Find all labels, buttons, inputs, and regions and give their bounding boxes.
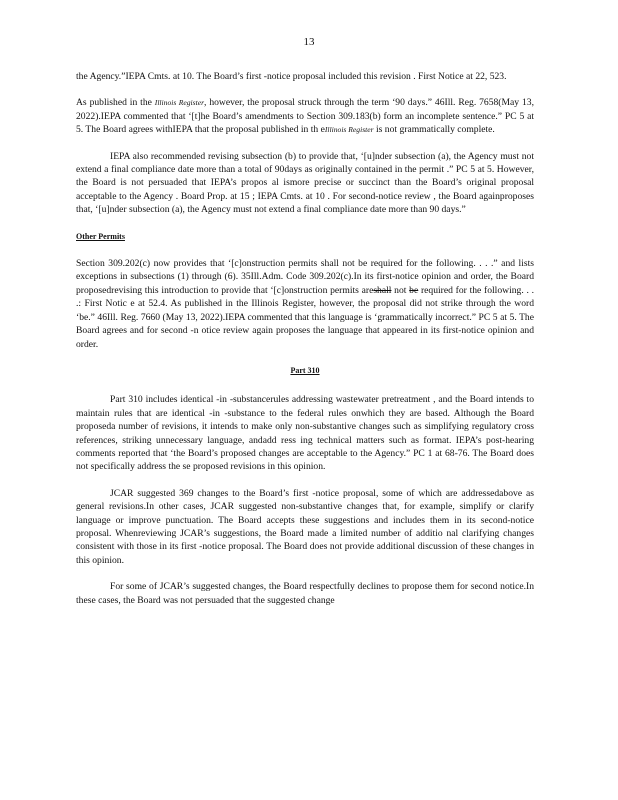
paragraph-2-text-b: , however, the proposal struck through the term ‘90 days.” 46Ill. Reg. 7658(May 13, 2022).IEPA commented that ‘[t]he Board’s amendments to Section 309.183(b) form an incomplete sentence.” PC 5 at 5. The Board agrees withIEPA that the proposal published in th e — [76, 97, 534, 136]
page-body — [76, 70, 534, 620]
struck-word-shall: shall — [373, 284, 392, 296]
illinois-register-italic-1: Illinois Register — [154, 98, 205, 108]
illinois-register-italic-2: Illinois Register — [324, 125, 374, 135]
paragraph-2-text-a: As published in the — [76, 97, 155, 109]
section-heading-part-310: Part 310 — [290, 365, 320, 375]
paragraph-4-text-b: not — [391, 284, 410, 296]
paragraph-4 — [76, 257, 534, 351]
paragraph-2-text-c: is not grammatically complete. — [373, 124, 495, 136]
paragraph-1: the Agency.”IEPA Cmts. at 10. The Board’s first -notice proposal included this revision . First Notice at 22, 523. — [76, 71, 507, 82]
paragraph-4-text-c: required for the following. . . .: First Notic e at 52.4. As published in the Illinois Register, however, the proposal did not strike through the word ‘be.” 46Ill. Reg. 7660 (May 13, 2022).IEPA commented that this language is ‘grammatically incorrect.” PC 5 at 5. The Board agrees and for second -n otice review again proposes the language that appeared in its first-notice opinion and order. — [76, 284, 534, 350]
paragraph-7: For some of JCAR’s suggested changes, the Board respectfully declines to propose them for second notice.In these cases, the Board was not persuaded that the suggested change — [76, 581, 534, 606]
paragraph-5: Part 310 includes identical -in -substancerules addressing wastewater pretreatment , and the Board intends to maintain rules that are identical -in -substance to the federal rules onwhich they are based. Although the Board proposeda number of revisions, it intends to make only non-substantive changes such as simplifying regulatory cross references, striking unnecessary language, andadd ress ing technical matters such as format. IEPA’s post-hearing comments reported that ‘the Board’s proposed changes are acceptable to the Agency.” PC 1 at 68-76. The Board does not specifically address the se proposed revisions in this opinion. — [76, 394, 534, 473]
paragraph-3: IEPA also recommended revising subsection (b) to provide that, ‘[u]nder subsection (a), the Agency must not extend a final compliance date more than a total of 90days as originally contained in the permit .” PC 5 at 5. However, the Board is not persuaded that IEPA’s propos al ismore precise or succinct than the Board’s original proposal acceptable to the Agency . Board Prop. at 15 ; IEPA Cmts. at 10 . For second-notice review , the Board againproposes that, ‘[u]nder subsection (a), the Agency must not extend a final compliance date more than 90 days.” — [76, 150, 534, 216]
section-heading-other-permits: Other Permits — [76, 231, 125, 241]
paragraph-2 — [76, 96, 534, 136]
paragraph-6: JCAR suggested 369 changes to the Board’s first -notice proposal, some of which are addressedabove as general revisions.In other cases, JCAR suggested non-substantive changes that, for example, simplify or clarify language or improve punctuation. The Board accepts these suggestions and includes them in its second-notice proposal. Whenreviewing JCAR’s suggestions, the Board made a limited number of additio nal clarifying changes consistent with those in its first -notice proposal. The Board does not provide additional discussion of these changes in this opinion. — [76, 487, 534, 566]
page-number: 13 — [303, 36, 315, 48]
struck-word-be: be — [409, 284, 419, 296]
paragraph-4-text-a: Section 309.202(c) now provides that ‘[c]onstruction permits shall not be required for the following. . . .” and lists exceptions in subsections (1) through (6). 35Ill.Adm. Code 309.202(c).In its first-notice opinion and order, the Board proposedrevising this introduction to provide that ‘[c]onstruction permits are — [76, 258, 534, 296]
